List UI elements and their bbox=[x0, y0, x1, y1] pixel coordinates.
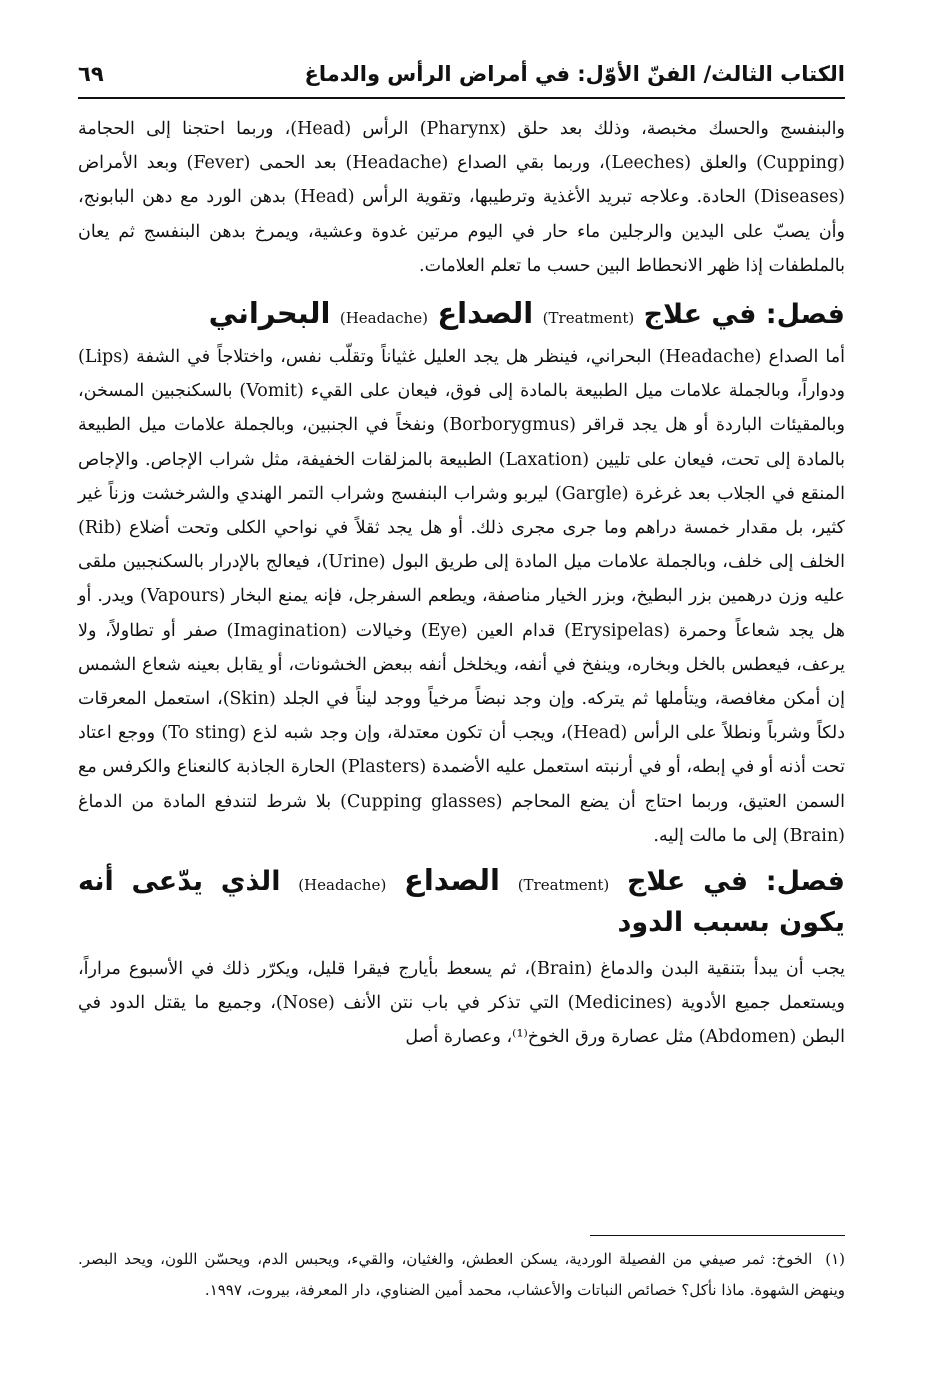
heading-1-term-2: (Headache) bbox=[339, 309, 428, 328]
heading-2-term-2: (Headache) bbox=[298, 876, 387, 895]
heading-2-word-1: الصداع bbox=[404, 863, 500, 898]
paragraph-3: يجب أن يبدأ بتنقية البدن والدماغ (Brain)، ثم يسعط بأيارج فيقرا قليل، ويكرّر ذلك في الأسبوع مراراً، ويستعمل جميع الأدوية (Medicines) التي تذكر في باب نتن الأنف (Nose)، وجميع ما يقتل الدود في البطن (Abdomen) مثل عصارة ورق الخوخ⁽¹⁾، وعصارة أصل bbox=[78, 959, 845, 1048]
heading-2-prefix: فصل: في علاج bbox=[626, 866, 845, 898]
running-header bbox=[78, 54, 845, 94]
section-heading-1 bbox=[78, 293, 845, 338]
footnote-rule bbox=[590, 1235, 845, 1236]
header-rule bbox=[78, 97, 845, 99]
paragraph-2: أما الصداع (Headache) البحراني، فينظر هل يجد العليل غثياناً وتقلّب نفس، واختلاجاً في الشفة (Lips) ودواراً، وبالجملة علامات ميل الطبيعة بالمادة إلى فوق، فيعان على القيء (Vomit) بالسكنجبين المسخن، وبالمقيئات الباردة أو هل يجد قراقر (Borborygmus) ونفخاً في الجنبين، وبالجملة علامات ميل الطبيعة بالمادة إلى تحت، فيعان على تليين (Laxation) الطبيعة بالمزلقات الخفيفة، مثل شراب الإجاص. والإجاص المنقع في الجلاب بعد غرغرة (Gargle) ليربو وشراب البنفسج وشراب التمر الهندي والشرخشت وزناً غير كثير، بل مقدار خمسة دراهم وما جرى مجرى ذلك. أو هل يجد ثقلاً في نواحي الكلى وتحت أضلاع (Rib) الخلف إلى خلف، وبالجملة علامات ميل المادة إلى طريق البول (Urine)، فيعالج بالإدرار بالسكنجبين ملقى عليه وزن درهمين بزر البطيخ، وبزر الخيار مناصفة، ويطعم السفرجل، فإنه يمنع البخار (Vapours) ويدر. أو هل يجد شعاعاً وحمرة (Erysipelas) قدام العين (Eye) وخيالات (Imagination) صفر أو تطاولاً، ولا يرعف، فيعطس بالخل وبخاره، وينفخ في أنفه، ويخلخل أنفه ببعض الخشونات، أو يقابل بعينه شعاع الشمس إن أمكن مغافصة، ويتأملها ثم يتركه. وإن وجد نبضاً مرخياً ووجد ليناً في الجلد (Skin)، استعمل المعرقات دلكاً وشرباً ونطلاً على الرأس (Head)، ويجب أن تكون معتدلة، وإن وجد شبه لذع (To sting) ووجع اعتاد تحت أذنه أو في إبطه، أو في أرنبته استعمل عليه الأضمدة (Plasters) الحارة الجاذبة كالنعناع والكرفس مع السمن العتيق، وربما احتاج أن يضع المحاجم (Cupping glasses) بلا شرط لتندفع المادة من الدماغ (Brain) إلى ما مالت إليه. bbox=[78, 347, 846, 846]
heading-2-term-1: (Treatment) bbox=[517, 876, 610, 895]
footnote-text: الخوخ: ثمر صيفي من الفصيلة الوردية، يسكن العطش، والغثيان، والقيء، ويحبس الدم، ويحسّن اللون، ويحد البصر. وينهض الشهوة. ماذا نأكل؟ خصائص النباتات والأعشاب، محمد أمين الضناوي، دار المعرفة، بيروت، ١٩٩٧. bbox=[78, 1250, 845, 1299]
heading-1-word-2: البحراني bbox=[208, 296, 331, 331]
main-text bbox=[78, 112, 845, 1055]
heading-1-prefix: فصل: في علاج bbox=[643, 299, 845, 331]
running-title: الكتاب الثالث/ الفنّ الأوّل: في أمراض الرأس والدماغ bbox=[304, 62, 845, 86]
page-number: ٦٩ bbox=[78, 62, 104, 86]
section-heading-2 bbox=[78, 861, 845, 942]
heading-2-word-2: الذي يدّعى أنه يكون بسبب الدود bbox=[78, 866, 845, 939]
footnote-marker: (١) bbox=[825, 1250, 845, 1268]
heading-1-word-1: الصداع bbox=[437, 296, 534, 331]
heading-1-term-1: (Treatment) bbox=[542, 309, 635, 328]
footnote bbox=[78, 1244, 845, 1306]
paragraph-1: والبنفسج والحسك مخبصة، وذلك بعد حلق (Pharynx) الرأس (Head)، وربما احتجنا إلى الحجامة (Cupping) والعلق (Leeches)، وربما بقي الصداع (Headache) بعد الحمى (Fever) وبعد الأمراض (Diseases) الحادة. وعلاجه تبريد الأغذية وترطيبها، وتقوية الرأس (Head) بدهن الورد مع دهن البابونج، وأن يصبّ على اليدين والرجلين ماء حار في اليوم مرتين غدوة وعشية، ويمرخ بدهن البنفسج ثم يعان بالملطفات إذا ظهر الانحطاط البين حسب ما تعلم العلامات. bbox=[78, 119, 845, 276]
